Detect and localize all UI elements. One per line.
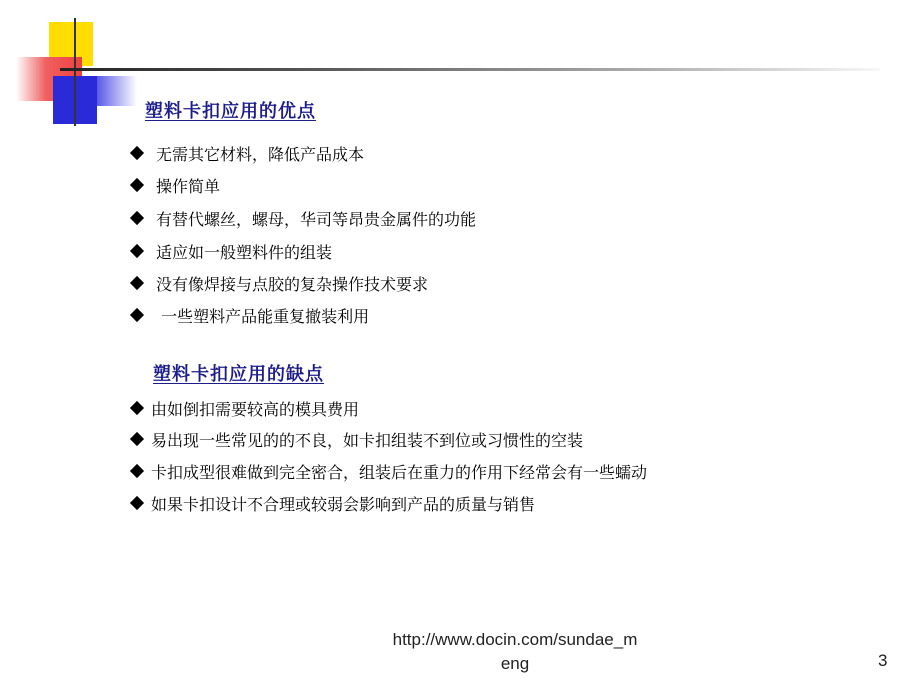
list-item: 无需其它材料，降低产品成本 bbox=[130, 145, 364, 165]
disadvantages-heading: 塑料卡扣应用的缺点 bbox=[153, 364, 324, 385]
list-item: 卡扣成型很难做到完全密合，组装后在重力的作用下经常会有一些蠕动 bbox=[130, 463, 647, 483]
list-item: 适应如一般塑料件的组装 bbox=[130, 243, 332, 263]
footer-url[interactable] bbox=[380, 628, 650, 676]
diamond-bullet-icon bbox=[130, 432, 144, 446]
diamond-bullet-icon bbox=[130, 401, 144, 415]
list-item: 如果卡扣设计不合理或较弱会影响到产品的质量与销售 bbox=[130, 495, 535, 515]
page-number: 3 bbox=[878, 651, 888, 670]
diamond-bullet-icon bbox=[130, 496, 144, 510]
diamond-bullet-icon bbox=[130, 244, 144, 258]
title-divider-line bbox=[60, 68, 880, 71]
list-item: 没有像焊接与点胶的复杂操作技术要求 bbox=[130, 275, 428, 295]
list-item: 由如倒扣需要较高的模具费用 bbox=[130, 400, 359, 420]
list-item: 有替代螺丝，螺母，华司等昂贵金属件的功能 bbox=[130, 210, 476, 230]
decor-vertical-line bbox=[74, 18, 76, 126]
diamond-bullet-icon bbox=[130, 211, 144, 225]
decor-blue-fade bbox=[97, 76, 137, 106]
footer-url-line2: eng bbox=[500, 654, 530, 673]
list-item: 一些塑料产品能重复撤装利用 bbox=[130, 307, 369, 327]
diamond-bullet-icon bbox=[130, 464, 144, 478]
list-item: 操作简单 bbox=[130, 177, 220, 197]
list-item: 易出现一些常见的的不良，如卡扣组装不到位或习惯性的空装 bbox=[130, 431, 583, 451]
advantages-heading: 塑料卡扣应用的优点 bbox=[145, 101, 316, 122]
footer-url-line1: http://www.docin.com/sundae_m bbox=[392, 630, 638, 649]
diamond-bullet-icon bbox=[130, 308, 144, 322]
diamond-bullet-icon bbox=[130, 276, 144, 290]
diamond-bullet-icon bbox=[130, 146, 144, 160]
diamond-bullet-icon bbox=[130, 178, 144, 192]
